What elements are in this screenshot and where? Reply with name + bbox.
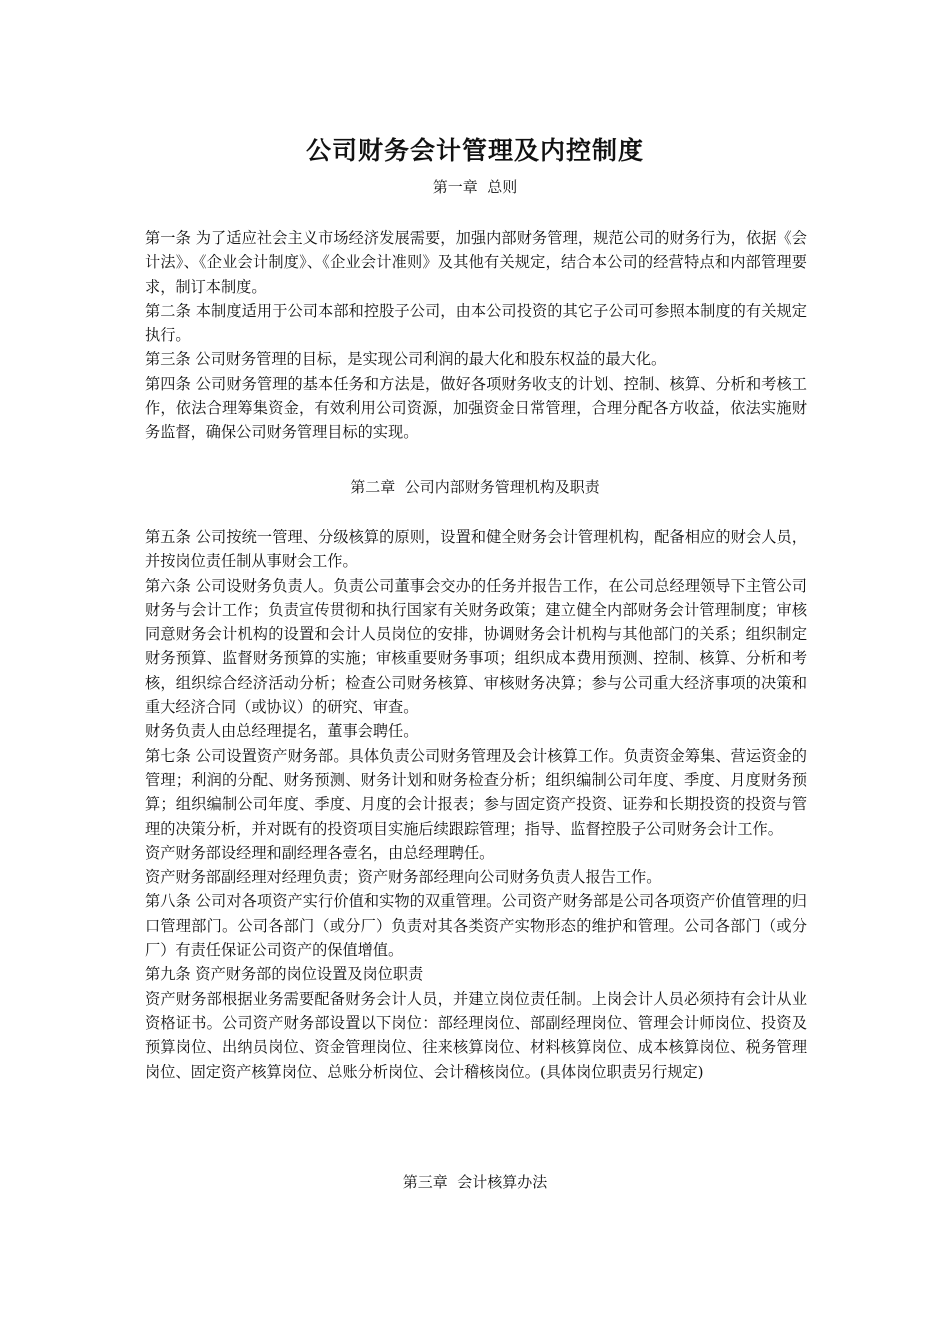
article-paragraph: 资产财务部副经理对经理负责；资产财务部经理向公司财务负责人报告工作。 (145, 868, 662, 887)
article-paragraph: 财务负责人由总经理提名，董事会聘任。 (145, 722, 419, 741)
article-paragraph: 资产财务部设经理和副经理各壹名，由总经理聘任。 (145, 843, 495, 862)
chapter-heading: 第一章 总则 (432, 178, 518, 196)
document-title: 公司财务会计管理及内控制度 (305, 136, 644, 165)
article-paragraph: 第六条 公司设财务负责人。负责公司董事会交办的任务并报告工作，在公司总经理领导下主管公司财务与会计工作；负责宣传贯彻和执行国家有关财务政策；建立健全内部财务会计管理制度；审核同意财务会计机构的设置和会计人员岗位的安排，协调财务会计机构与其他部门的关系；组织制定财务预算、监督财务预算的实施；审核重要财务事项；组织成本费用预测、控制、核算、分析和考核，组织综合经济活动分析；检查公司财务核算、审核财务决算；参与公司重大经济事项的决策和重大经济合同（或协议）的研究、审查。 (145, 576, 807, 717)
article-paragraph: 第一条 为了适应社会主义市场经济发展需要，加强内部财务管理，规范公司的财务行为，依据《会计法》、《企业会计制度》、《企业会计准则》及其他有关规定，结合本公司的经营特点和内部管理要求，制订本制度。 (145, 229, 807, 296)
chapter-body (145, 525, 807, 1084)
article-paragraph: 第二条 本制度适用于公司本部和控股子公司，由本公司投资的其它子公司可参照本制度的有关规定执行。 (145, 301, 807, 345)
chapter-body (145, 226, 807, 445)
article-paragraph: 第三条 公司财务管理的目标，是实现公司利润的最大化和股东权益的最大化。 (145, 350, 667, 369)
article-paragraph: 第七条 公司设置资产财务部。具体负责公司财务管理及会计核算工作。负责资金筹集、营运资金的管理；利润的分配、财务预测、财务计划和财务检查分析；组织编制公司年度、季度、月度财务预算；组织编制公司年度、季度、月度的会计报表；参与固定资产投资、证券和长期投资的投资与管理的决策分析，并对既有的投资项目实施后续跟踪管理；指导、监督控股子公司财务会计工作。 (145, 746, 807, 838)
article-paragraph: 第八条 公司对各项资产实行价值和实物的双重管理。公司资产财务部是公司各项资产价值管理的归口管理部门。公司各部门（或分厂）负责对其各类资产实物形态的维护和管理。公司各部门（或分厂）有责任保证公司资产的保值增值。 (145, 892, 807, 960)
article-paragraph: 第五条 公司按统一管理、分级核算的原则，设置和健全财务会计管理机构，配备相应的财会人员，并按岗位责任制从事财会工作。 (145, 528, 807, 571)
article-paragraph: 资产财务部根据业务需要配备财务会计人员，并建立岗位责任制。上岗会计人员必须持有会计从业资格证书。公司资产财务部设置以下岗位：部经理岗位、部副经理岗位、管理会计师岗位、投资及预算岗位、出纳员岗位、资金管理岗位、往来核算岗位、材料核算岗位、成本核算岗位、税务管理岗位、固定资产核算岗位、总账分析岗位、会计稽核岗位。(具体岗位职责另行规定) (145, 989, 807, 1081)
article-paragraph: 第四条 公司财务管理的基本任务和方法是，做好各项财务收支的计划、控制、核算、分析和考核工作，依法合理筹集资金，有效利用公司资源，加强资金日常管理，合理分配各方收益，依法实施财务监督，确保公司财务管理目标的实现。 (145, 374, 807, 442)
chapter-heading: 第二章 公司内部财务管理机构及职责 (350, 478, 600, 496)
chapter-heading: 第三章 会计核算办法 (402, 1173, 548, 1191)
article-paragraph: 第九条 资产财务部的岗位设置及岗位职责 (145, 965, 424, 984)
